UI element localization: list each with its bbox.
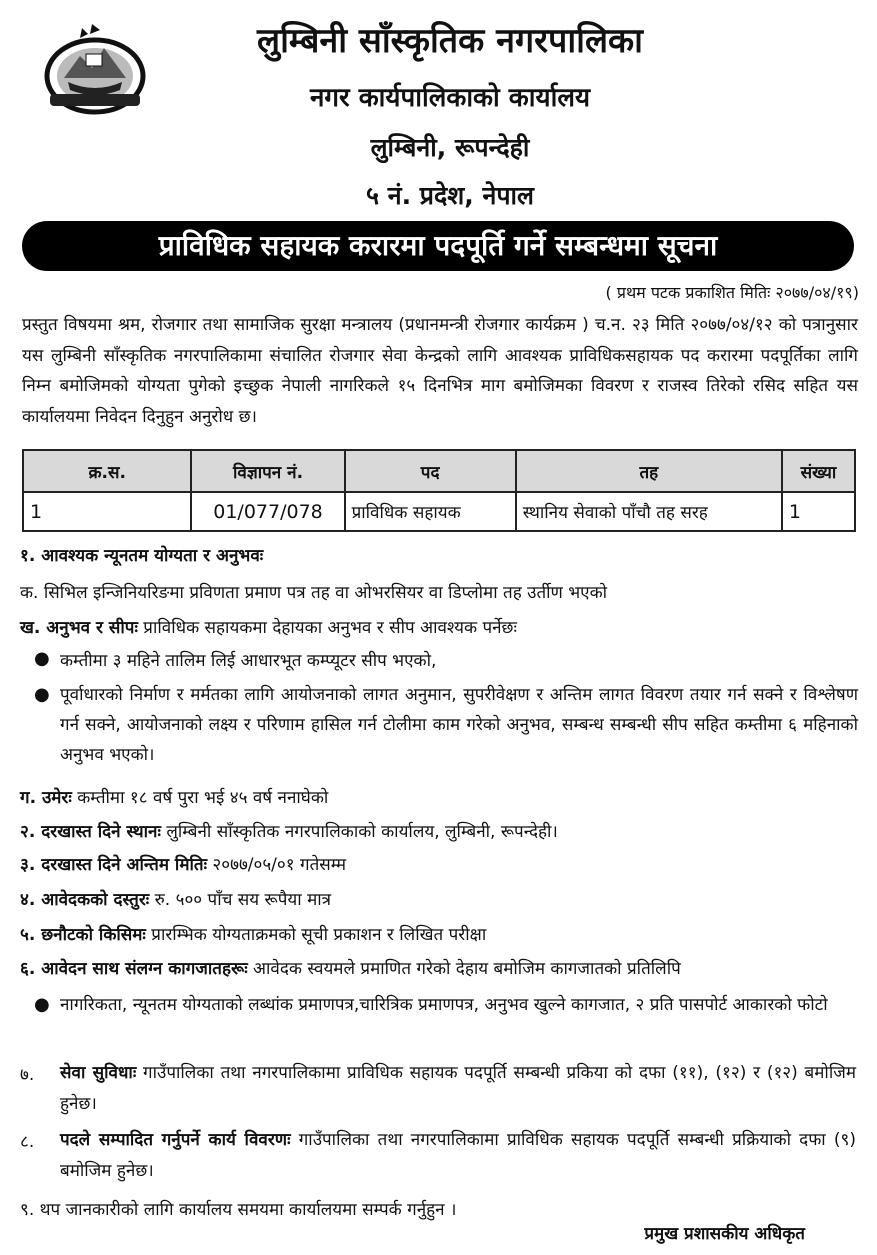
section-ga-label: ग. उमेरः	[20, 788, 72, 808]
table-header: पद	[345, 450, 516, 492]
section-4-label: ४. आवेदकको दस्तुरः	[20, 890, 150, 910]
section-2-label: २. दरखास्त दिने स्थानः	[20, 822, 161, 842]
section-7-label: सेवा सुविधाः	[60, 1063, 137, 1083]
table-cell: प्राविधिक सहायक	[345, 492, 516, 531]
table-row	[23, 492, 855, 531]
section-6-label: ६. आवेदन साथ संलग्न कागजातहरूः	[20, 959, 248, 979]
office-location: लुम्बिनी, रूपन्देही	[370, 133, 530, 162]
section-5-text: प्रारम्भिक योग्यताक्रमको सूची प्रकाशन र लिखित परीक्षा	[145, 925, 487, 945]
province-country: ५ नं. प्रदेश, नेपाल	[366, 181, 534, 210]
section-8-number: ८.	[20, 1132, 35, 1152]
table-header: तह	[516, 450, 782, 492]
bullet-icon: ●	[34, 684, 50, 705]
section-kha-text: प्राविधिक सहायकमा देहायका अनुभव र सीप आवश्यक पर्नेछः	[137, 618, 517, 638]
bullet-2: पूर्वाधारको निर्माण र मर्मतका लागि आयोजनाको लागत अनुमान, सुपरीवेक्षण र अन्तिम लागत विवरण तयार गर्न सक्ने र विश्लेषण गर्न सक्ने, आयोजनाको लक्ष्य र परिणाम हासिल गर्न टोलीमा काम गरेको अनुभव, सम्बन्ध सम्बन्धी सीप सहित कम्तीमा ६ महिनाको अनुभव भएको।	[60, 685, 858, 765]
section-8-text: गाउँपालिका तथा नगरपालिकामा प्राविधिक सहायक पदपूर्ति सम्बन्धी प्रक्रियाको दफा (९) बमोजिम हुनेछ।	[60, 1130, 856, 1181]
section-kha	[20, 615, 517, 638]
section-ga	[20, 785, 328, 808]
section-9: ९. थप जानकारीको लागि कार्यालय समयमा कार्यालयमा सम्पर्क गर्नुहुन ।	[20, 1200, 457, 1220]
section-6	[20, 956, 681, 979]
section-7-text: गाउँपालिका तथा नगरपालिकामा प्राविधिक सहायक पदपूर्ति सम्बन्धी प्रकिया को दफा (११), (१२) र (१२) बमोजिम हुनेछ।	[60, 1063, 857, 1114]
section-6-text: आवेदक स्वयमले प्रमाणित गरेको देहाय बमोजिम कागजातको प्रतिलिपि	[247, 959, 681, 979]
section-ga-text: कम्तीमा १८ वर्ष पुरा भई ४५ वर्ष ननाघेको	[71, 788, 329, 808]
table-cell: 01/077/078	[191, 492, 344, 531]
section-7	[60, 1058, 856, 1119]
publish-date: ( प्रथम पटक प्रकाशित मितिः २०७७/०४/१९)	[605, 283, 859, 302]
bullet-icon: ●	[34, 648, 50, 669]
section-5-label: ५. छनौटको किसिमः	[20, 925, 146, 945]
table-cell: स्थानिय सेवाको पाँचौ तह सरह	[516, 492, 782, 531]
intro-paragraph: प्रस्तुत विषयमा श्रम, रोजगार तथा सामाजिक सुरक्षा मन्त्रालय (प्रधानमन्त्री रोजगार कार्यक्रम ) च.न. २३ मिति २०७७/०४/१२ को पत्रानुसार यस लुम्बिनी साँस्कृतिक नगरपालिकामा संचालित रोजगार सेवा केन्द्रको लागि आवश्यक प्राविधिकसहायक पद करारमा पदपूर्तिका लागि निम्न बमोजिमको योग्यता पुगेको इच्छुक नेपाली नागरिकले १५ दिनभित्र माग बमोजिमका विवरण र राजस्व तिरेको रसिद सहित यस कार्यालयमा निवेदन दिनुहुन अनुरोध छ।	[22, 315, 858, 427]
section-1-title: १. आवश्यक न्यूनतम योग्यता र अनुभवः	[20, 546, 264, 566]
section-2	[20, 819, 558, 842]
section-3-label: ३. दरखास्त दिने अन्तिम मितिः	[20, 855, 208, 875]
bullet-icon: ●	[34, 994, 50, 1015]
nepal-emblem-icon	[40, 20, 150, 116]
section-ka: क. सिभिल इन्जिनियरिङमा प्रविणता प्रमाण पत्र तह वा ओभरसियर वा डिप्लोमा तह उर्तीण भएको	[20, 583, 608, 603]
section-7-number: ७.	[20, 1065, 35, 1085]
signature-title: प्रमुख प्रशासकीय अधिकृत	[644, 1224, 805, 1244]
municipality-name: लुम्बिनी साँस्कृतिक नगरपालिका	[257, 21, 643, 61]
section-kha-label: ख. अनुभव र सीपः	[20, 618, 138, 638]
section-5	[20, 922, 486, 945]
section-8-label: पदले सम्पादित गर्नुपर्ने कार्य विवरणः	[60, 1130, 291, 1150]
office-name: नगर कार्यपालिकाको कार्यालय	[309, 83, 591, 113]
table-header: क्र.स.	[23, 450, 191, 492]
section-8	[60, 1125, 856, 1186]
section-2-text: लुम्बिनी साँस्कृतिक नगरपालिकाको कार्यालय, लुम्बिनी, रूपन्देही।	[160, 822, 558, 842]
notice-title-banner: प्राविधिक सहायक करारमा पदपूर्ति गर्ने सम्बन्धमा सूचना	[22, 221, 854, 271]
vacancy-table	[22, 449, 856, 532]
table-cell: 1	[782, 492, 855, 531]
bullet-3: नागरिकता, न्यूनतम योग्यताको लब्धांक प्रमाणपत्र,चारित्रिक प्रमाणपत्र, अनुभव खुल्ने कागजात, २ प्रति पासपोर्ट आकारको फोटो	[60, 995, 828, 1015]
section-4-text: रु. ५०० पाँच सय रूपैया मात्र	[149, 890, 332, 910]
table-header: विज्ञापन नं.	[191, 450, 344, 492]
section-3	[20, 852, 346, 875]
table-header-row	[23, 450, 855, 492]
section-3-text: २०७७/०५/०१ गतेसम्म	[207, 855, 347, 875]
table-cell: 1	[23, 492, 191, 531]
section-4	[20, 887, 331, 910]
bullet-1: कम्तीमा ३ महिने तालिम लिई आधारभूत कम्प्यूटर सीप भएको,	[60, 651, 437, 671]
table-header: संख्या	[782, 450, 855, 492]
